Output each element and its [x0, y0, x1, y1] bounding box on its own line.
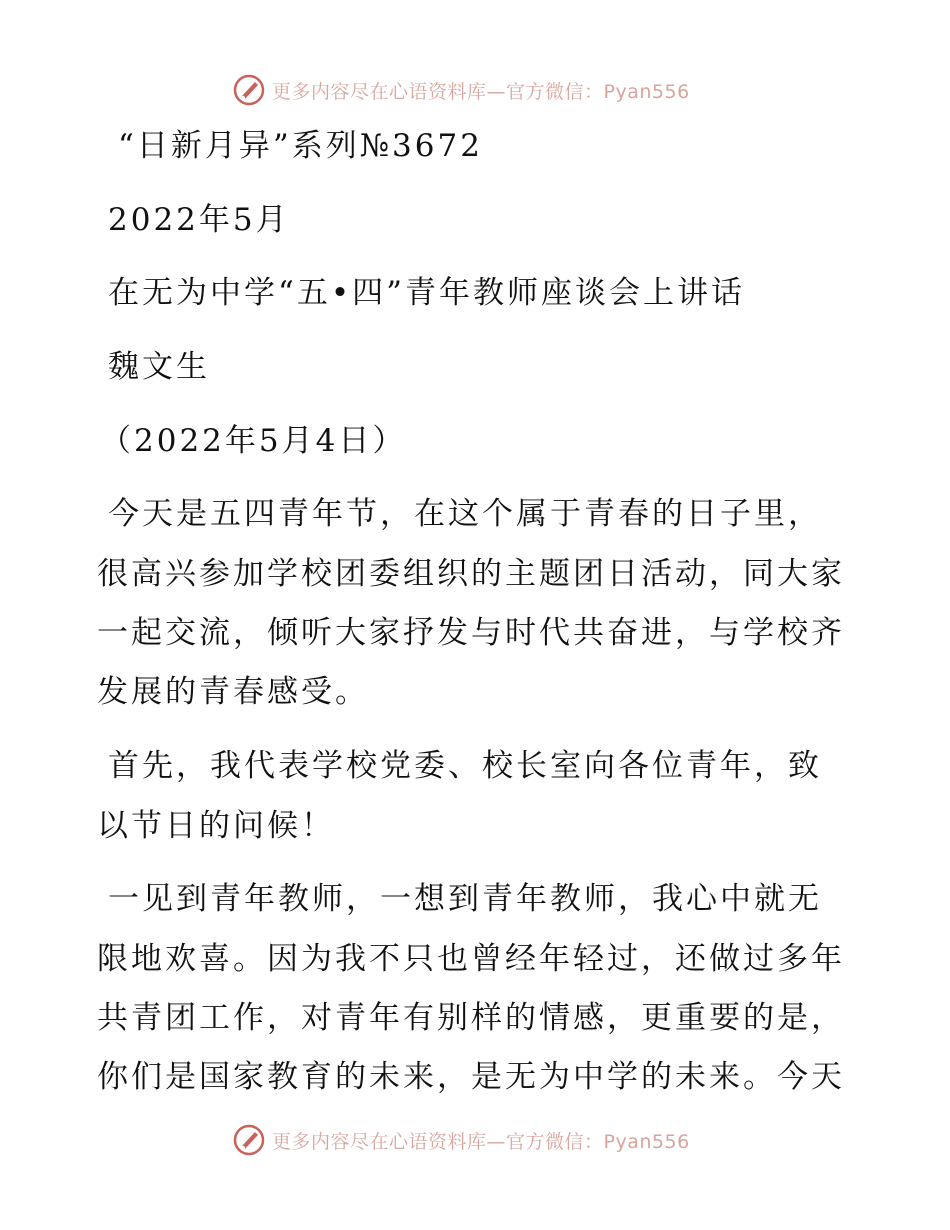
body-line: 首先，我代表学校党委、校长室向各位青年，致 [108, 748, 822, 784]
body-line: 发展的青春感受。 [97, 674, 369, 710]
body-line: 很高兴参加学校团委组织的主题团日活动，同大家 [97, 556, 845, 592]
body-line: 今天是五四青年节，在这个属于青春的日子里， [108, 496, 822, 532]
body-line: 以节日的问候！ [97, 808, 335, 844]
body-line: 一见到青年教师，一想到青年教师，我心中就无 [108, 881, 822, 917]
body-line: 你们是国家教育的未来，是无为中学的未来。今天 [97, 1059, 845, 1095]
body-line: 限地欢喜。因为我不只也曾经年轻过，还做过多年 [97, 941, 845, 977]
author-name: 魏文生 [108, 349, 210, 385]
series-label: “日新月异”系列№3672 [118, 128, 483, 164]
watermark-text: 更多内容尽在心语资料库—官方微信：Pyan556 [272, 1130, 690, 1153]
speech-date: （2022年5月4日） [100, 423, 407, 459]
document-title: 在无为中学“五•四”青年教师座谈会上讲话 [108, 275, 745, 311]
pen-seal-logo-icon [232, 73, 266, 107]
pen-seal-logo-icon [232, 1123, 266, 1157]
body-line: 共青团工作，对青年有别样的情感，更重要的是， [97, 1000, 845, 1036]
header-watermark [232, 72, 690, 108]
body-line: 一起交流，倾听大家抒发与时代共奋进，与学校齐 [97, 615, 845, 651]
footer-watermark [232, 1122, 690, 1158]
watermark-text: 更多内容尽在心语资料库—官方微信：Pyan556 [272, 80, 690, 103]
document-date: 2022年5月 [108, 202, 290, 238]
